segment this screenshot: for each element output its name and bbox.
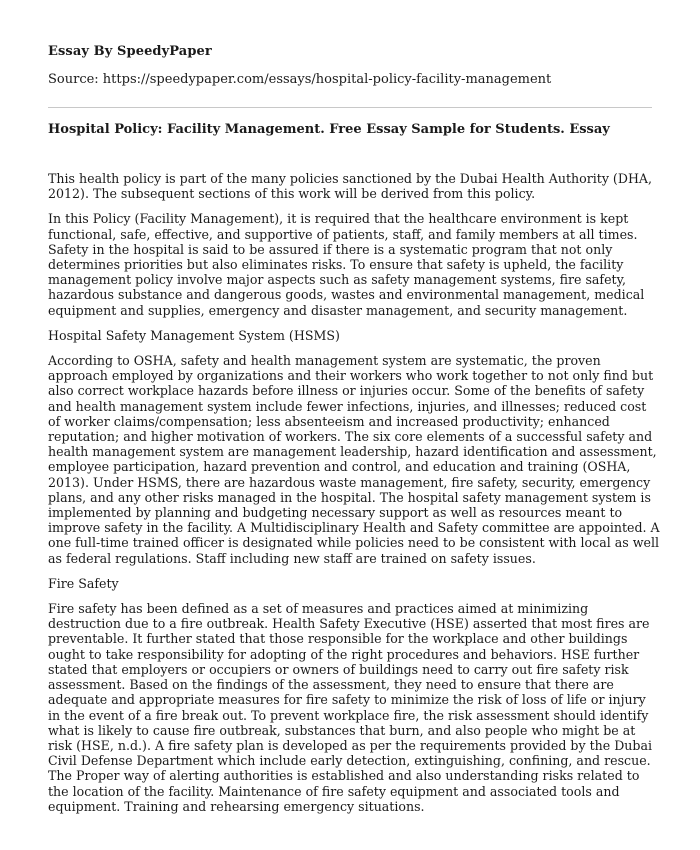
paragraph-facility-management: In this Policy (Facility Management), it is required that the healthcare environment is kept functional, safe, effective, and supportive of patients, staff, and family members at all times. Safety in the hospital is said to be assured if there is a systematic program that not only determines priorities but also eliminates risks. To ensure that safety is upheld, the facility management policy involve major aspects such as safety management systems, fire safety, hazardous substance and dangerous goods, wastes and environmental management, medical equipment and supplies, emergency and disaster management, and security management. [48,211,645,318]
section-heading-hsms: Hospital Safety Management System (HSMS) [48,327,340,343]
paragraph-fire-safety: Fire safety has been defined as a set of measures and practices aimed at minimizing destruction due to a fire outbreak. Health Safety Executive (HSE) asserted that most fires are preventable. It further stated that those responsible for the workplace and other buildings ought to take responsibility for adopting of the right procedures and behaviors. HSE further stated that employers or occupiers or owners of buildings need to carry out fire safety risk assessment. Based on the findings of the assessment, they need to ensure that there are adequate and appropriate measures for fire safety to minimize the risk of loss of life or injury in the event of a fire break out. To prevent workplace fire, the risk assessment should identify what is likely to cause fire outbreak, substances that burn, and also people who might be at risk (HSE, n.d.). A fire safety plan is developed as per the requirements provided by the Dubai Civil Defense Department which include early detection, extinguishing, confining, and rescue. The Proper way of alerting authorities is established and also understanding risks related to the location of the facility. Maintenance of fire safety equipment and associated tools and equipment. Training and rehearsing emergency situations. [48,601,653,814]
site-title: Essay By SpeedyPaper [48,44,212,59]
essay-body [48,171,660,824]
essay-title: Hospital Policy: Facility Management. Free Essay Sample for Students. Essay [48,122,610,137]
section-heading-fire-safety: Fire Safety [48,575,119,591]
source-line: Source: https://speedypaper.com/essays/hospital-policy-facility-management [48,72,552,87]
paragraph-hsms: According to OSHA, safety and health management system are systematic, the proven approach employed by organizations and their workers who work together to not only find but also correct workplace hazards before illness or injuries occur. Some of the benefits of safety and health management system include fewer infections, injuries, and illnesses; reduced cost of worker claims/compensation; less absenteeism and increased productivity; enhanced reputation; and higher motivation of workers. The six core elements of a successful safety and health management system are management leadership, hazard identification and assessment, employee participation, hazard prevention and control, and education and training (OSHA, 2013). Under HSMS, there are hazardous waste management, fire safety, security, emergency plans, and any other risks managed in the hospital. The hospital safety management system is implemented by planning and budgeting necessary support as well as resources meant to improve safety in the facility. A Multidisciplinary Health and Safety committee are appointed. A one full-time trained officer is designated while policies need to be consistent with local as well as federal regulations. Staff including new staff are trained on safety issues. [48,353,660,566]
divider [48,107,652,108]
paragraph-intro: This health policy is part of the many policies sanctioned by the Dubai Health Authority (DHA, 2012). The subsequent sections of this work will be derived from this policy. [48,171,653,202]
